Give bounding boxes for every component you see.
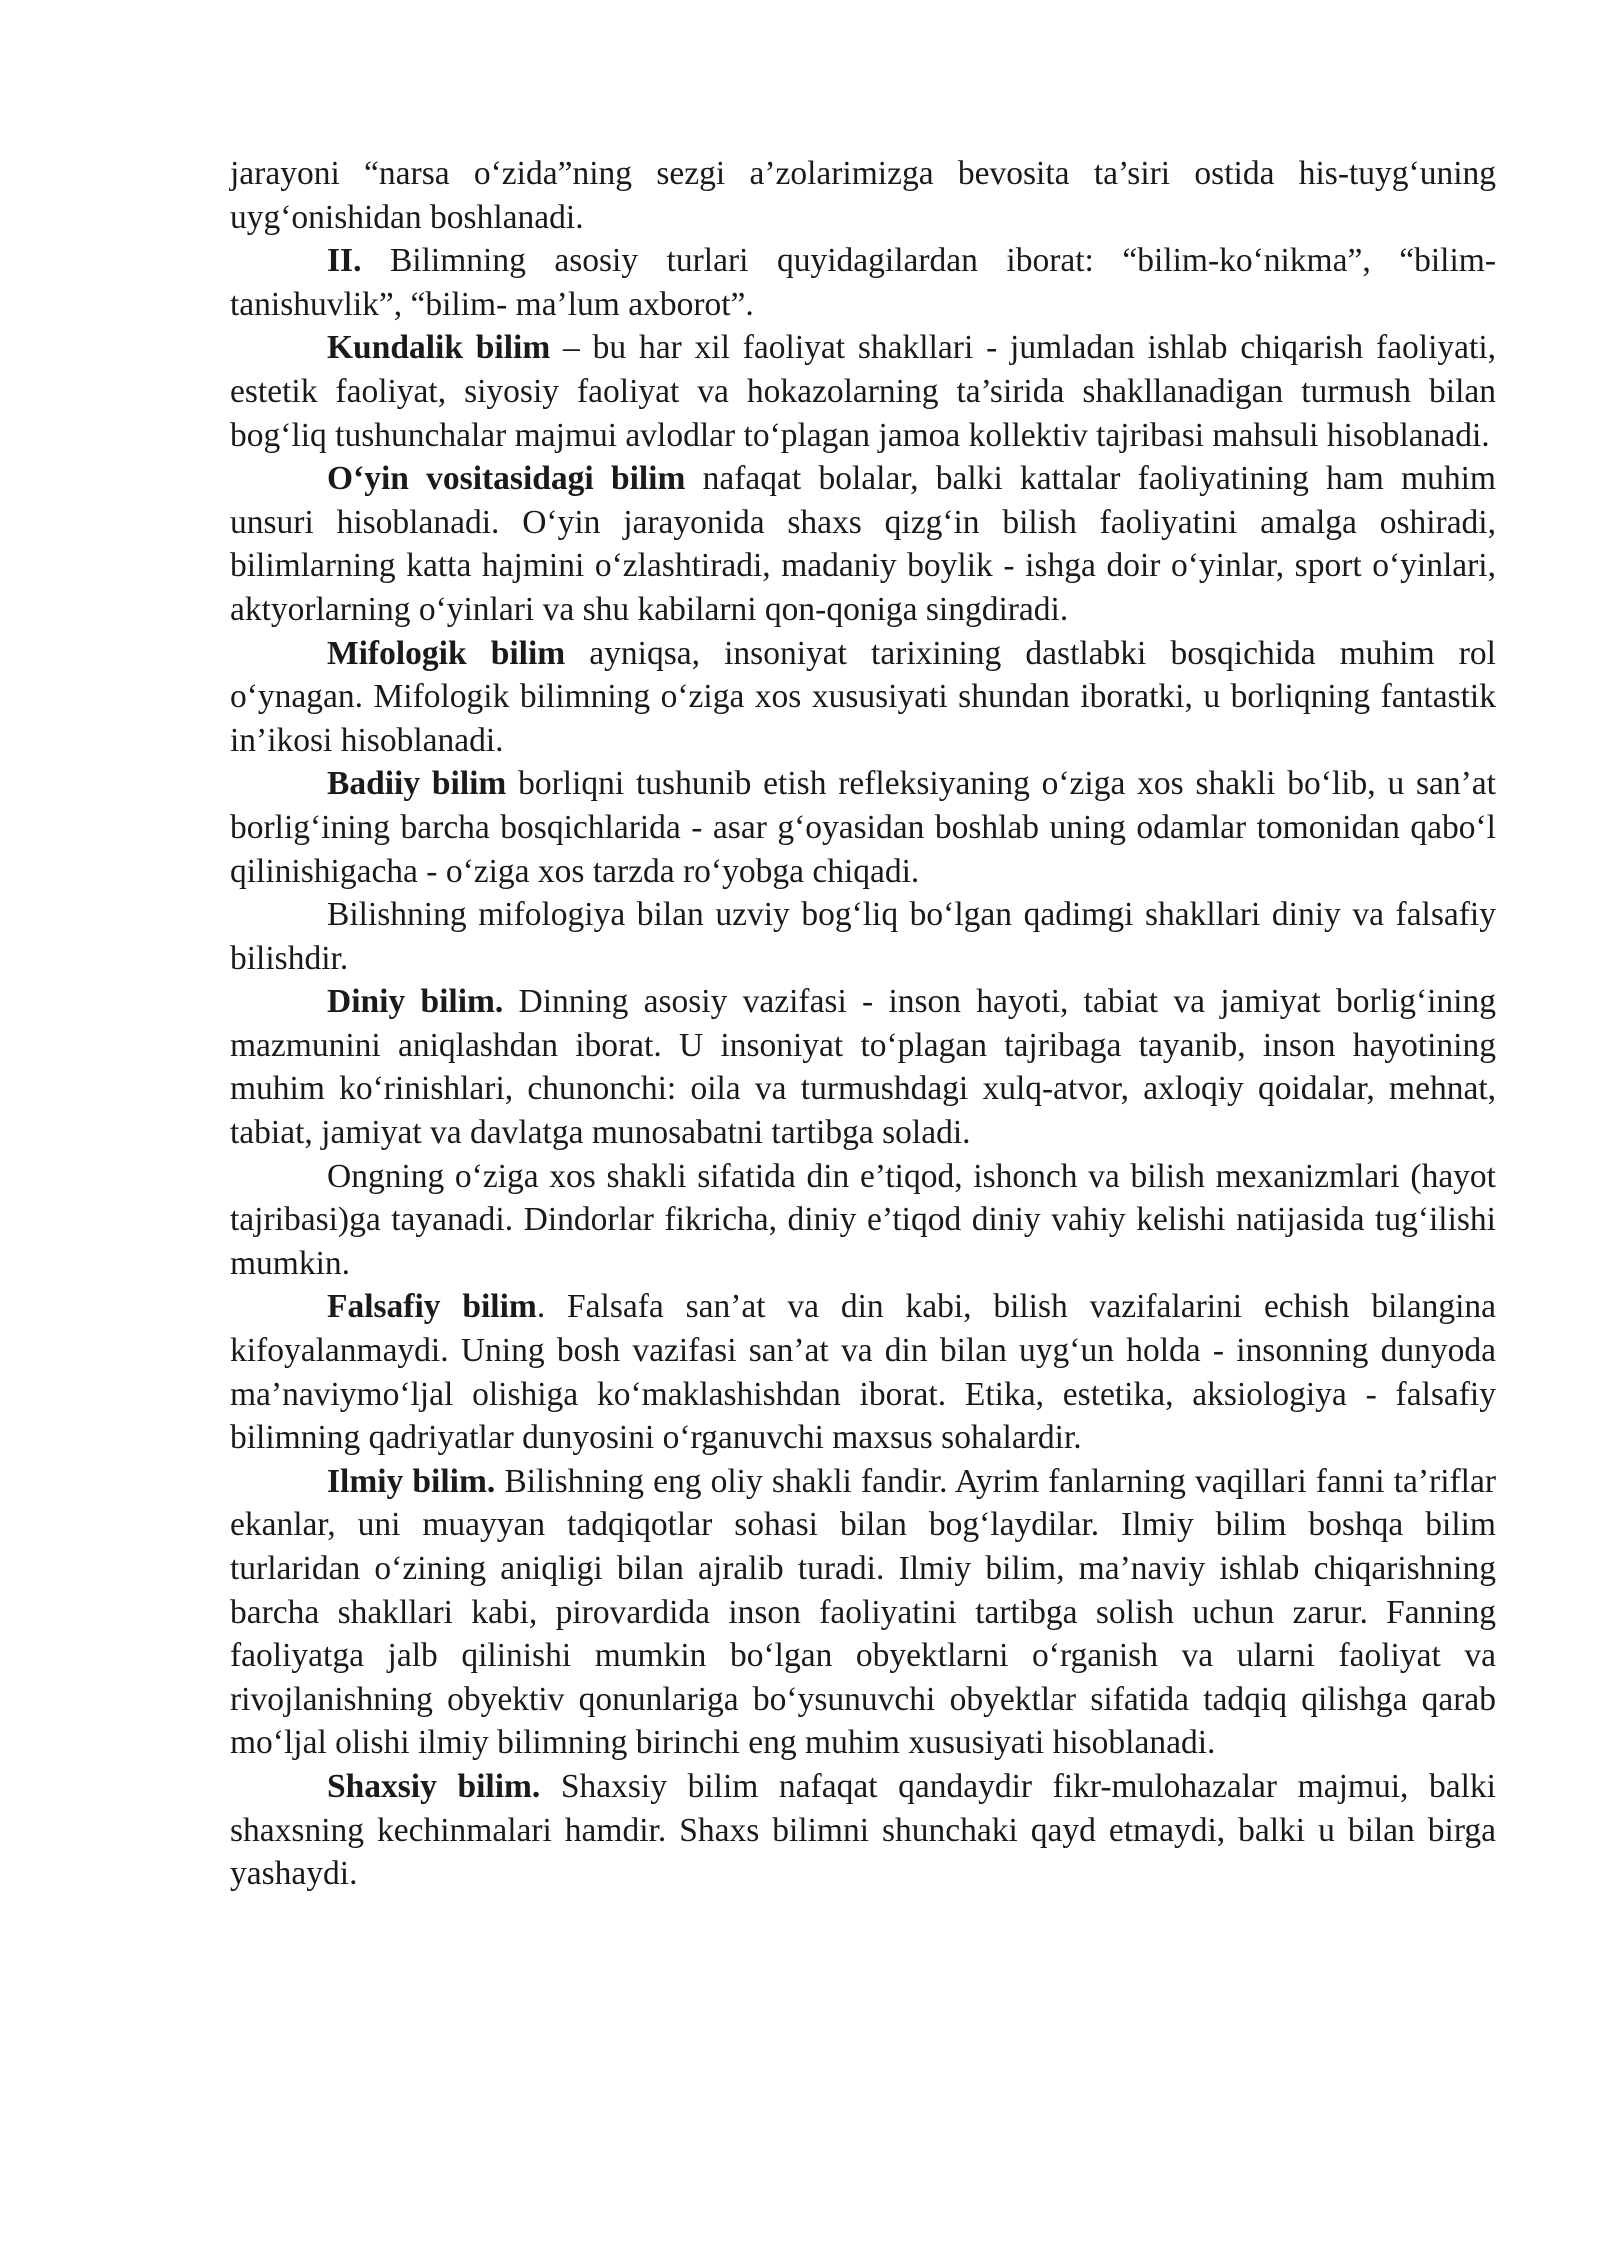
paragraph bbox=[230, 239, 1496, 326]
paragraph-lead-term: II. bbox=[327, 242, 362, 280]
paragraph-lead-term: Kundalik bilim bbox=[327, 329, 551, 367]
paragraph-text: ayniqsa, insoniyat tarixining dastlabki bosqichida muhim rol o‘ynagan. Mifologik bilimning o‘ziga xos xususiyati shundan iboratki, u borliqning fantastik in’ikosi hisoblanadi. bbox=[230, 634, 1496, 759]
paragraph bbox=[230, 1765, 1496, 1896]
paragraph bbox=[230, 457, 1496, 631]
paragraph bbox=[230, 152, 1496, 239]
paragraph bbox=[230, 893, 1496, 980]
paragraph-lead-term: Diniy bilim. bbox=[327, 983, 504, 1021]
paragraph-text: borliqni tushunib etish refleksiyaning o‘ziga xos shakli bo‘lib, u san’at borlig‘ining barcha bosqichlarida - asar g‘oyasidan boshlab uning odamlar tomonidan qabo‘l qilinishigacha - o‘ziga xos tarzda ro‘yobga chiqadi. bbox=[230, 765, 1496, 890]
paragraph-text: nafaqat bolalar, balki kattalar faoliyatining ham muhim unsuri hisoblanadi. O‘yin jarayonida shaxs qizg‘in bilish faoliyatini amalga oshiradi, bilimlarning katta hajmini o‘zlashtiradi, madaniy boylik - ishga doir o‘yinlar, sport o‘yinlari, aktyorlarning o‘yinlari va shu kabilarni qon-qoniga singdiradi. bbox=[230, 460, 1496, 628]
paragraph-text: Dinning asosiy vazifasi - inson hayoti, tabiat va jamiyat borlig‘ining mazmunini aniqlashdan iborat. U insoniyat to‘plagan tajribaga tayanib, inson hayotining muhim ko‘rinishlari, chunonchi: oila va turmushdagi xulq-atvor, axloqiy qoidalar, mehnat, tabiat, jamiyat va davlatga munosabatni tartibga soladi. bbox=[230, 983, 1496, 1152]
paragraph-lead-term: Badiiy bilim bbox=[327, 765, 507, 803]
paragraph-lead-term: Ilmiy bilim. bbox=[327, 1462, 496, 1500]
paragraph-text: jarayoni “narsa o‘zida”ning sezgi a’zolarimizga bevosita ta’siri ostida his-tuyg‘uning uyg‘onishidan boshlanadi. bbox=[230, 155, 1496, 236]
paragraph-text: – bu har xil faoliyat shakllari - jumladan ishlab chiqarish faoliyati, estetik faoliyat, siyosiy faoliyat va hokazolarning ta’sirida shakllanadigan turmush bilan bog‘liq tushunchalar majmui avlodlar to‘plagan jamoa kollektiv tajribasi mahsuli hisoblanadi. bbox=[230, 329, 1497, 454]
paragraph-text: Bilimning asosiy turlari quyidagilardan iborat: “bilim-ko‘nikma”, “bilim-tanishuvlik”, “bilim- ma’lum axborot”. bbox=[230, 242, 1496, 323]
paragraph bbox=[230, 1155, 1496, 1286]
paragraph-lead-term: Falsafiy bilim bbox=[327, 1288, 537, 1326]
paragraph-text: Bilishning eng oliy shakli fandir. Ayrim fanlarning vaqillari fanni ta’riflar ekanlar, uni muayyan tadqiqotlar sohasi bilan bog‘laydilar. Ilmiy bilim boshqa bilim turlaridan o‘zining aniqligi bilan ajralib turadi. Ilmiy bilim, ma’naviy ishlab chiqarishning barcha shakllari kabi, pirovardida inson faoliyatini tartibga solish uchun zarur. Fanning faoliyatga jalb qilinishi mumkin bo‘lgan obyektlarni o‘rganish va ularni faoliyat va rivojlanishning obyektiv qonunlariga bo‘ysunuvchi obyektlar sifatida tadqiq qilishga qarab mo‘ljal olishi ilmiy bilimning birinchi eng muhim xususiyati hisoblanadi. bbox=[230, 1462, 1496, 1762]
paragraph bbox=[230, 980, 1496, 1154]
paragraph-lead-term: O‘yin vositasidagi bilim bbox=[327, 460, 686, 498]
paragraph-text: Ongning o‘ziga xos shakli sifatida din e’tiqod, ishonch va bilish mexanizmlari (hayot tajribasi)ga tayanadi. Dindorlar fikricha, diniy e’tiqod diniy vahiy kelishi natijasida tug‘ilishi mumkin. bbox=[230, 1157, 1496, 1282]
paragraph-text: Bilishning mifologiya bilan uzviy bog‘liq bo‘lgan qadimgi shakllari diniy va falsafiy bilishdir. bbox=[230, 896, 1496, 977]
paragraph bbox=[230, 762, 1496, 893]
paragraph-lead-term: Shaxsiy bilim. bbox=[327, 1767, 541, 1805]
paragraph bbox=[230, 1285, 1496, 1459]
paragraph-text: . Falsafa san’at va din kabi, bilish vazifalarini echish bilangina kifoyalanmaydi. Uning bosh vazifasi san’at va din bilan uyg‘un holda - insonning dunyoda ma’naviymo‘ljal olishiga ko‘maklashishdan iborat. Etika, estetika, aksiologiya - falsafiy bilimning qadriyatlar dunyosini o‘rganuvchi maxsus sohalardir. bbox=[230, 1288, 1497, 1457]
document-page bbox=[230, 152, 1496, 1896]
paragraph bbox=[230, 1460, 1496, 1765]
paragraph-lead-term: Mifologik bilim bbox=[327, 634, 566, 672]
paragraph-text: Shaxsiy bilim nafaqat qandaydir fikr-mulohazalar majmui, balki shaxsning kechinmalari hamdir. Shaxs bilimni shunchaki qayd etmaydi, balki u bilan birga yashaydi. bbox=[230, 1767, 1496, 1893]
paragraph bbox=[230, 326, 1496, 457]
paragraph bbox=[230, 632, 1496, 763]
